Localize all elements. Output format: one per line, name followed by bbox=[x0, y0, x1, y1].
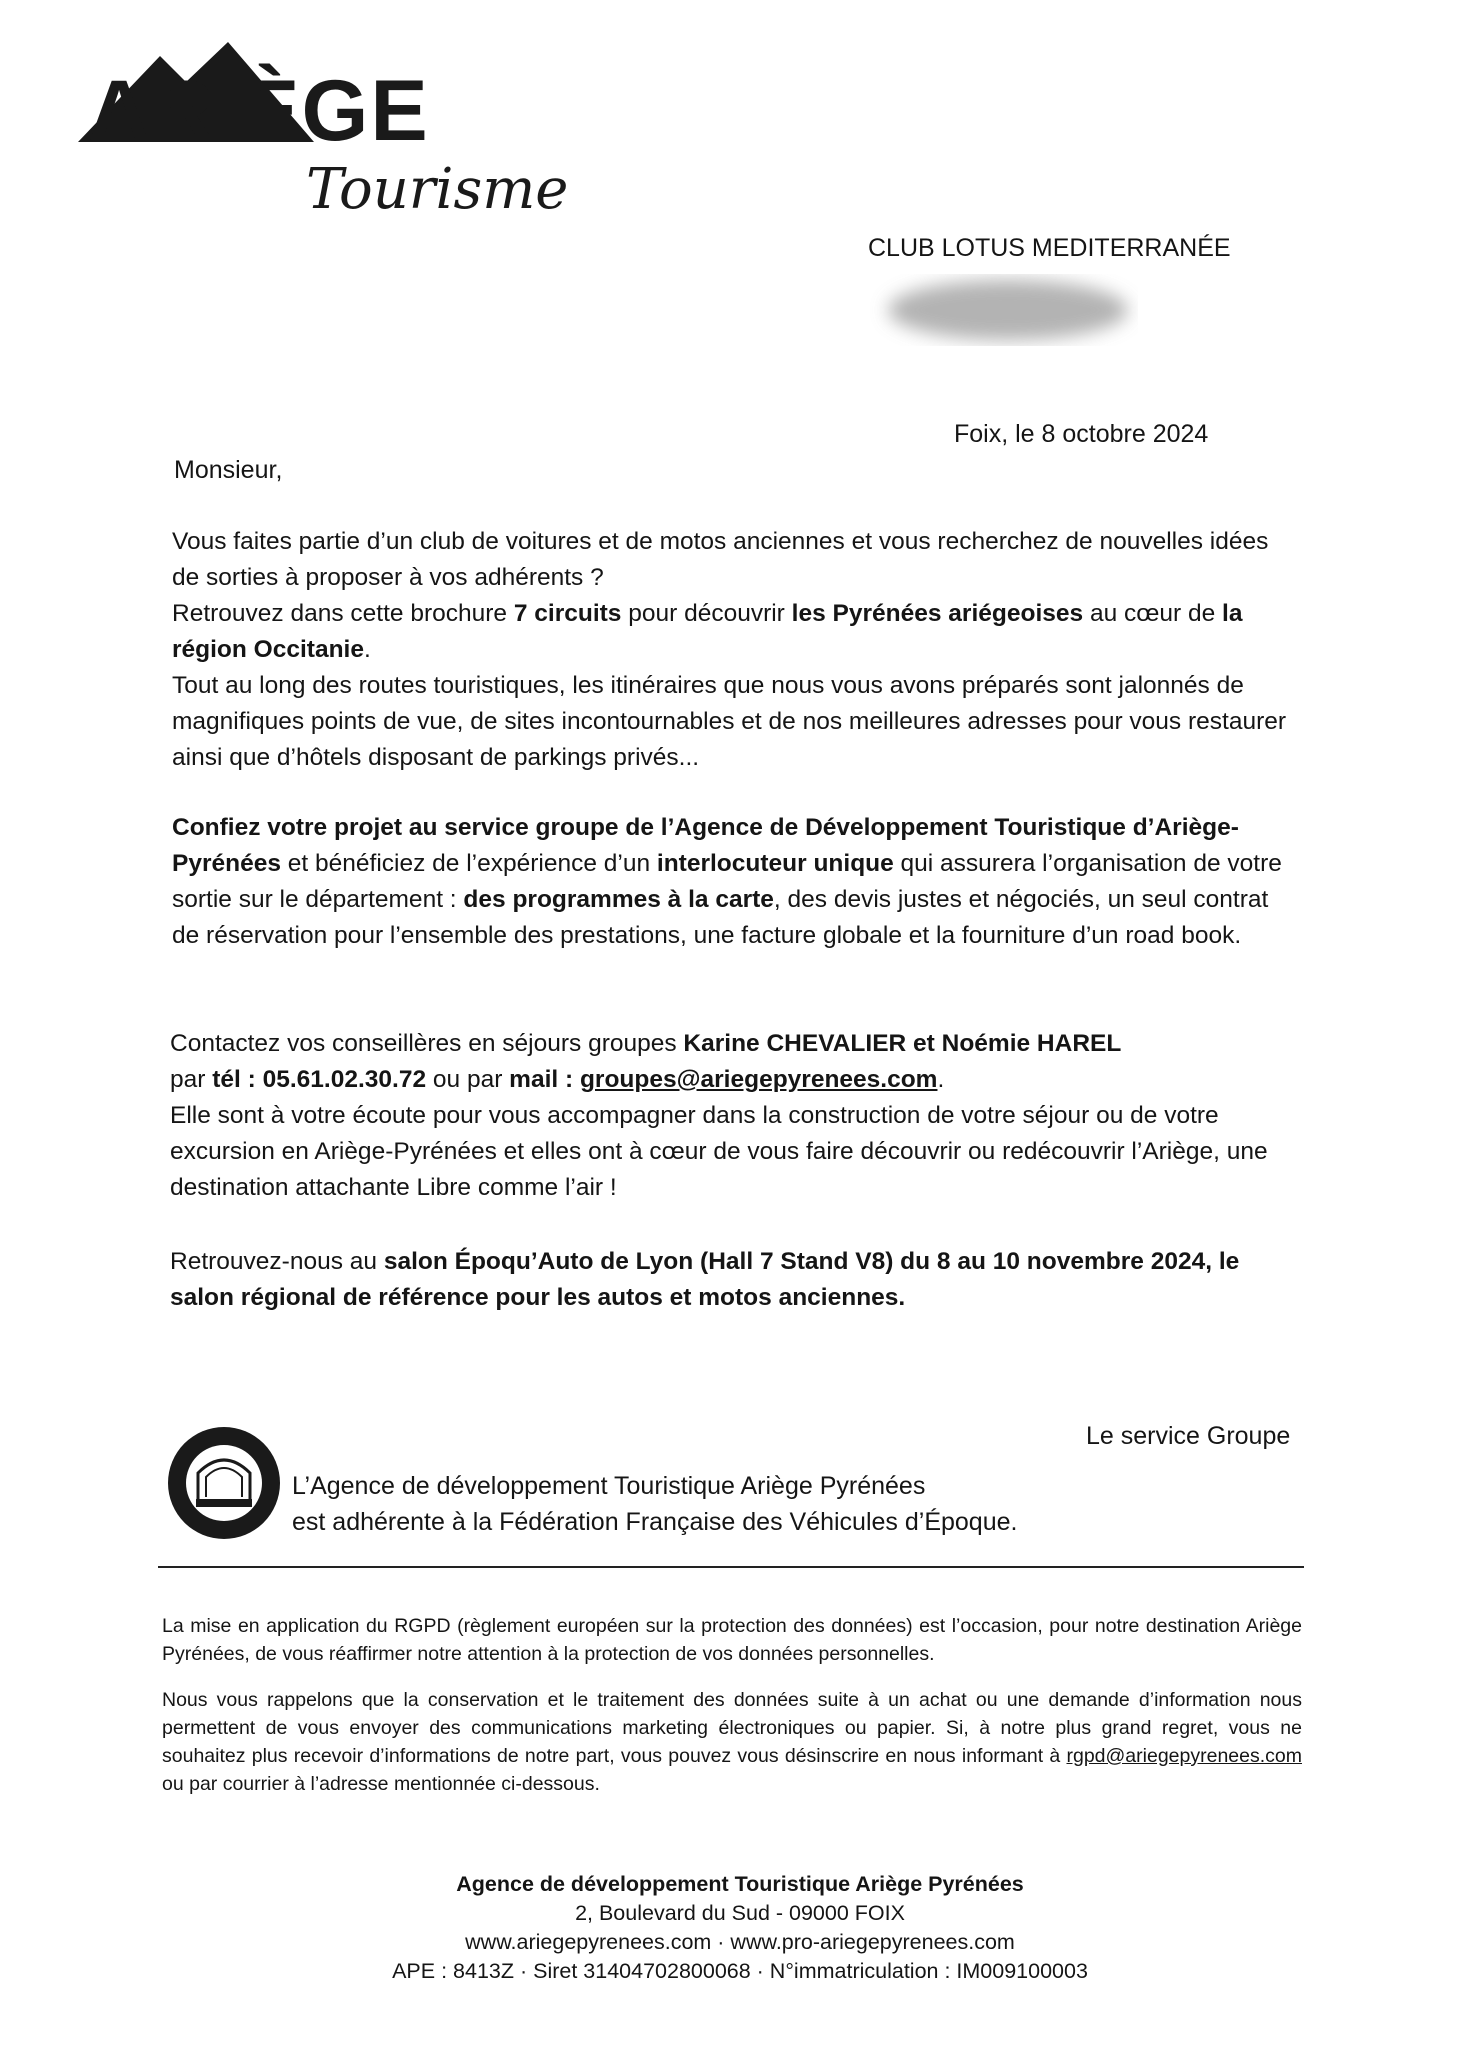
contact-text: par bbox=[170, 1066, 213, 1093]
rgpd-notice bbox=[162, 1612, 1302, 1816]
contact-line-1 bbox=[170, 1026, 1310, 1062]
rgpd-text: Nous vous rappelons que la conservation et le traitement des données suite à un achat ou une demande d’information nous permettent de vous envoyer des communications marketing électroniques ou papier. Si, à notre plus grand regret, vous ne souhaitez plus recevoir d’informations de notre part, vous pouvez vous désinscrire en nous informant à bbox=[162, 1689, 1302, 1767]
footer-identifiers: APE : 8413Z · Siret 31404702800068 · N°immatriculation : IM009100003 bbox=[392, 1959, 1088, 1983]
intro-line-2 bbox=[172, 596, 1292, 668]
rgpd-paragraph-1: La mise en application du RGPD (règlement européen sur la protection des données) est l’occasion, pour notre destination Ariège Pyrénées, de vous réaffirmer notre attention à la protection de vos données personnelles. bbox=[162, 1615, 1302, 1665]
federation-statement bbox=[292, 1468, 1017, 1540]
project-paragraph bbox=[172, 810, 1302, 954]
groups-email-link[interactable]: groupes@ariegepyrenees.com bbox=[579, 1066, 938, 1093]
ariege-tourisme-logo bbox=[78, 38, 569, 238]
date-line: Foix, le 8 octobre 2024 bbox=[954, 420, 1209, 448]
redacted-address-blur bbox=[858, 262, 1138, 352]
signature: Le service Groupe bbox=[1086, 1422, 1291, 1450]
project-text bbox=[172, 810, 1302, 954]
contact-text: . bbox=[937, 1066, 945, 1093]
salon-highlight: salon Époqu’Auto de Lyon (Hall 7 Stand V8) du 8 au 10 novembre 2024, le salon régional de référence pour les autos et motos anciennes. bbox=[170, 1248, 1240, 1311]
contact-line-2 bbox=[170, 1062, 1310, 1098]
rgpd-text: ou par courrier à l’adresse mentionnée ci-dessous. bbox=[162, 1773, 600, 1795]
project-text-part: qui assurera l’organisation de votre sortie sur le département : bbox=[172, 850, 1282, 913]
rgpd-paragraph-2 bbox=[162, 1686, 1302, 1798]
programs-highlight: des programmes à la carte bbox=[463, 886, 774, 913]
intro-text: Retrouvez dans cette brochure bbox=[172, 600, 514, 627]
single-contact-highlight: interlocuteur unique bbox=[656, 850, 894, 877]
ffve-badge-icon bbox=[166, 1425, 282, 1541]
salutation: Monsieur, bbox=[174, 456, 283, 484]
pyrenees-highlight: les Pyrénées ariégeoises bbox=[791, 600, 1084, 627]
logo-title: ARIÈGE bbox=[88, 63, 430, 159]
salon-text-part: Retrouvez-nous au bbox=[170, 1248, 384, 1275]
phone-number: tél : 05.61.02.30.72 bbox=[212, 1066, 427, 1093]
intro-text: pour découvrir bbox=[621, 600, 792, 627]
intro-paragraph bbox=[172, 524, 1292, 776]
mail-label: mail : bbox=[509, 1066, 580, 1093]
advisor-names: Karine CHEVALIER et Noémie HAREL bbox=[683, 1030, 1122, 1057]
intro-line-3: Tout au long des routes touristiques, les itinéraires que nous vous avons préparés sont jalonnés de magnifiques points de vue, de sites incontournables et de nos meilleures adresses pour vous restaurer ainsi que d’hôtels disposant de parkings privés... bbox=[172, 672, 1287, 771]
project-text-part: , des devis justes et négociés, un seul contrat de réservation pour l’ensemble des prestations, une facture globale et la fourniture d’un road book. bbox=[172, 886, 1269, 949]
contact-text: Contactez vos conseillères en séjours groupes bbox=[170, 1030, 684, 1057]
intro-line-1: Vous faites partie d’un club de voitures et de motos anciennes et vous recherchez de nouvelles idées de sorties à proposer à vos adhérents ? bbox=[172, 528, 1269, 591]
intro-text: au cœur de bbox=[1083, 600, 1223, 627]
contact-paragraph bbox=[170, 1026, 1310, 1206]
federation-line-1: L’Agence de développement Touristique Ariège Pyrénées bbox=[292, 1472, 926, 1500]
salon-paragraph bbox=[170, 1244, 1310, 1316]
rgpd-email-link[interactable]: rgpd@ariegepyrenees.com bbox=[1066, 1745, 1302, 1767]
circuits-count: 7 circuits bbox=[513, 600, 622, 627]
intro-text: . bbox=[363, 636, 371, 663]
contact-text: ou par bbox=[426, 1066, 510, 1093]
section-divider bbox=[158, 1566, 1304, 1568]
contact-line-3: Elle sont à votre écoute pour vous accompagner dans la construction de votre séjour ou de votre excursion en Ariège-Pyrénées et elles ont à cœur de vous faire découvrir ou redécouvrir l’Ariège, une destination attachante Libre comme l’air ! bbox=[170, 1102, 1268, 1201]
federation-line-2: est adhérente à la Fédération Française des Véhicules d’Époque. bbox=[292, 1508, 1018, 1536]
region-highlight: la région Occitanie bbox=[172, 600, 1243, 663]
project-text-part: et bénéficiez de l’expérience d’un bbox=[280, 850, 657, 877]
footer-org-name: Agence de développement Touristique Ariège Pyrénées bbox=[456, 1872, 1024, 1896]
footer-address-block bbox=[300, 1870, 1180, 1986]
salon-text bbox=[170, 1244, 1310, 1316]
footer-address: 2, Boulevard du Sud - 09000 FOIX bbox=[575, 1901, 905, 1925]
project-highlight: Confiez votre projet au service groupe de l’Agence de Développement Touristique d’Ariège-Pyrénées bbox=[172, 814, 1239, 877]
logo-subtitle: Tourisme bbox=[306, 157, 569, 222]
footer-websites: www.ariegepyrenees.com · www.pro-ariegepyrenees.com bbox=[465, 1930, 1015, 1954]
recipient-name: CLUB LOTUS MEDITERRANÉE bbox=[868, 234, 1231, 262]
